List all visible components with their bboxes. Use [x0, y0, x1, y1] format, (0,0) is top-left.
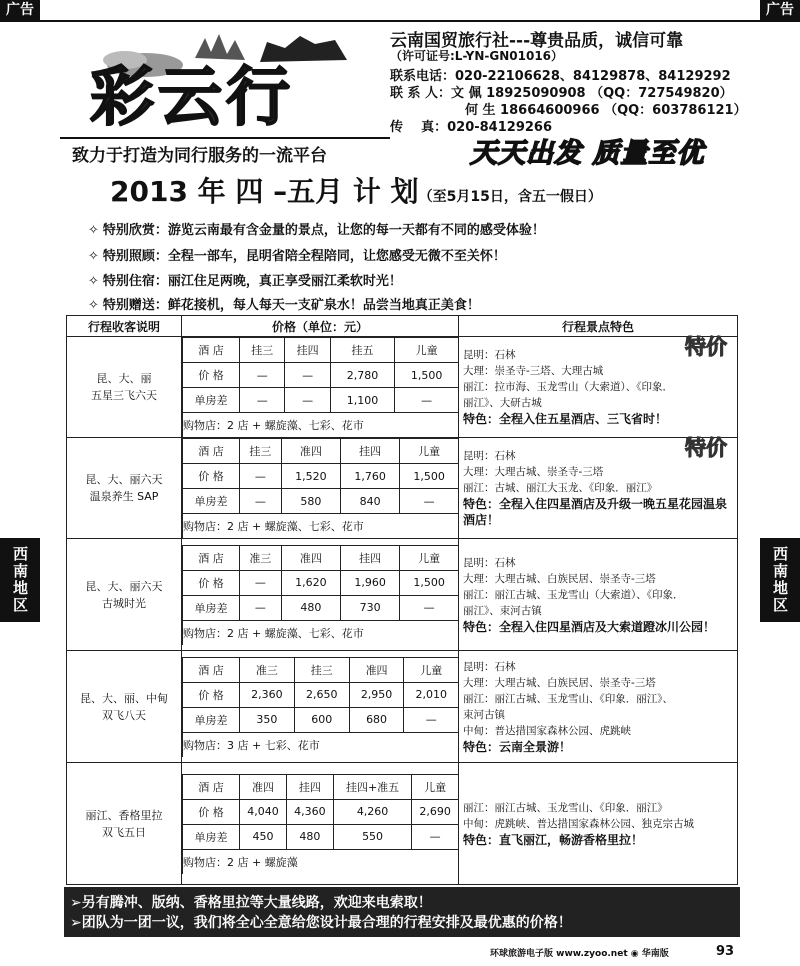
logo-text: 彩云行	[90, 61, 294, 135]
price-value: 1,500	[395, 363, 458, 388]
footer-text	[490, 946, 669, 959]
route-name-line: 双飞五日	[102, 825, 146, 839]
spot-line: 丽江》、大研古城	[463, 397, 542, 409]
price-value: —	[412, 824, 458, 849]
price-value: 准三	[240, 657, 295, 682]
price-value: 2,950	[349, 682, 404, 707]
price-value: 准四	[240, 774, 287, 799]
footer-logo-icon: ◉	[630, 949, 639, 959]
price-value: 挂三	[294, 657, 349, 682]
price-value: —	[285, 388, 330, 413]
route-name-line: 双飞八天	[102, 708, 146, 722]
hotel-row	[183, 774, 459, 799]
price-row-label: 单房差	[183, 707, 240, 732]
price-value: 840	[341, 489, 400, 514]
price-value: —	[240, 464, 282, 489]
shopping-info: 购物店：2 店 + 螺旋藻、七彩、花市	[183, 620, 459, 645]
price-value: 挂四	[341, 545, 400, 570]
footer-region: 华南版	[641, 949, 669, 959]
price-row-label: 单房差	[183, 824, 240, 849]
side-label-left: 西南地区	[0, 538, 40, 622]
route-name	[67, 438, 182, 539]
price-value: 儿童	[412, 774, 458, 799]
spot-line: 大理：大理古城、白族民居、崇圣寺-三塔	[463, 676, 656, 689]
price-value: 2,650	[294, 682, 349, 707]
price-row-label: 酒 店	[183, 439, 240, 464]
price-value: 1,760	[341, 464, 400, 489]
price-row-label: 酒 店	[183, 657, 240, 682]
route-name	[67, 763, 182, 885]
spot-line: 大理：崇圣寺-三塔、大理古城	[463, 365, 604, 377]
route-feature: 特色：全程入住四星酒店及大索道蹬冰川公园！	[463, 619, 716, 634]
spot-line: 丽江：丽江古城、玉龙雪山、《印象．丽江》、	[463, 692, 673, 705]
feature-text: 游览云南最有含金量的景点，让您的每一天都有不同的感受体验！	[167, 223, 545, 238]
price-value: 挂四	[286, 774, 333, 799]
price-value: —	[240, 489, 282, 514]
feature-text: 全程一部车，昆明省陪全程陪同，让您感受无微不至关怀！	[167, 249, 506, 264]
price-value: 儿童	[400, 439, 458, 464]
route-row	[67, 763, 738, 885]
price-row-label: 酒 店	[183, 774, 240, 799]
header-route: 行程收客说明	[67, 316, 182, 337]
fax-line: 传 真：020-84129266	[390, 120, 552, 135]
price-table	[182, 545, 458, 645]
special-price-badge: 特价	[685, 436, 727, 460]
spots-cell	[459, 337, 738, 438]
ad-tag-left: 广告	[0, 0, 40, 20]
plan-headline	[110, 170, 602, 210]
price-value: —	[285, 363, 330, 388]
route-name-line: 丽江、香格里拉	[85, 808, 163, 822]
price-value: 480	[281, 595, 340, 620]
price-cell	[182, 337, 459, 438]
price-value: 准四	[281, 545, 340, 570]
feature-label: 特别赠送：	[102, 298, 168, 313]
spot-line: 丽江》、束河古镇	[463, 604, 542, 617]
price-value: 680	[349, 707, 404, 732]
price-table	[182, 438, 458, 538]
price-value: —	[400, 489, 458, 514]
price-value: 580	[281, 489, 340, 514]
price-value: 1,500	[400, 464, 458, 489]
route-feature: 特色：云南全景游！	[463, 739, 572, 754]
price-value: 1,500	[400, 570, 458, 595]
shopping-info: 购物店：3 店 + 七彩、花市	[183, 732, 459, 757]
route-name-line: 昆、大、丽六天	[85, 473, 163, 486]
price-value: 1,620	[281, 570, 340, 595]
route-name-line: 昆、大、丽六天	[85, 579, 163, 593]
price-row-label: 价 格	[183, 570, 240, 595]
feature-text: 丽江住足两晚，真正享受丽江柔软时光！	[167, 274, 402, 289]
shopping-row	[183, 514, 459, 539]
hotel-row	[183, 657, 459, 682]
headline-title: 2013 年 四 –五月 计 划	[110, 175, 419, 208]
spots-cell	[459, 438, 738, 539]
price-table	[182, 657, 458, 757]
shopping-info: 购物店：2 店 + 螺旋藻、七彩、花市	[183, 514, 459, 539]
feature-item	[88, 270, 402, 289]
slogan: 致力于打造为同行服务的一流平台	[72, 146, 327, 166]
spot-line: 大理：大理古城、白族民居、崇圣寺-三塔	[463, 572, 656, 585]
price-value: 准四	[349, 657, 404, 682]
spot-line: 束河古镇	[463, 708, 505, 721]
route-name-line: 五星三飞六天	[91, 389, 157, 402]
single-room-row	[183, 388, 459, 413]
headline-note: （至5月15日，含五一假日）	[418, 189, 602, 205]
shopping-row	[183, 849, 459, 874]
price-value: 儿童	[404, 657, 458, 682]
price-row-label: 价 格	[183, 363, 240, 388]
price-value: 2,010	[404, 682, 458, 707]
price-value: 350	[240, 707, 295, 732]
feature-item	[88, 245, 506, 264]
bottom-line: ➢团队为一团一议，我们将全心全意给您设计最合理的行程安排及最优惠的价格！	[70, 915, 572, 931]
shopping-row	[183, 413, 459, 438]
price-value: 1,100	[330, 388, 394, 413]
price-value: 挂四	[285, 338, 330, 363]
spot-line: 中甸：普达措国家森林公园、虎跳峡	[463, 724, 631, 737]
price-value: —	[240, 363, 285, 388]
price-value: 1,520	[281, 464, 340, 489]
star-icon: ✧	[88, 249, 99, 264]
phone-line: 联系电话：020-22106628、84129878、84129292	[390, 69, 731, 84]
top-rule	[0, 20, 800, 22]
price-value: 4,260	[333, 799, 411, 824]
price-value: —	[400, 595, 458, 620]
price-value: 4,040	[240, 799, 287, 824]
agency-name: 云南国贸旅行社---尊贵品质，诚信可靠	[390, 31, 684, 51]
price-value: 挂五	[330, 338, 394, 363]
route-name-line: 昆、大、丽、中甸	[80, 691, 168, 705]
price-row-label: 价 格	[183, 682, 240, 707]
contact-he: 何 生 18664600966 （QQ：603786121）	[465, 103, 747, 118]
single-room-row	[183, 824, 459, 849]
itinerary-table	[66, 315, 738, 885]
shopping-row	[183, 620, 459, 645]
price-value: 550	[333, 824, 411, 849]
star-icon: ✧	[88, 274, 99, 289]
feature-label: 特别照顾：	[102, 249, 168, 264]
spot-line: 丽江：拉市海、玉龙雪山（大索道）、《印象．	[463, 381, 673, 393]
price-value: —	[240, 595, 282, 620]
price-cell	[182, 438, 459, 539]
motto: 天天出发 质量至优	[470, 138, 705, 169]
bottom-banner	[64, 887, 740, 937]
single-room-row	[183, 489, 459, 514]
price-row	[183, 570, 459, 595]
feature-item	[88, 294, 480, 313]
spot-line: 昆明：石林	[463, 450, 516, 462]
price-value: —	[404, 707, 458, 732]
price-row	[183, 799, 459, 824]
price-cell	[182, 651, 459, 763]
feature-text: 鲜花接机，每人每天一支矿泉水！品尝当地真正美食！	[167, 298, 480, 313]
price-value: 挂四	[341, 439, 400, 464]
license-number: （许可证号:L-YN-GN01016）	[390, 49, 564, 63]
page-number: 93	[716, 944, 735, 959]
price-table	[182, 774, 458, 874]
price-cell	[182, 539, 459, 651]
slogan-rule	[60, 137, 390, 139]
price-value: 准四	[281, 439, 340, 464]
shopping-info: 购物店：2 店 + 螺旋藻	[183, 849, 459, 874]
spot-line: 丽江：丽江古城、玉龙雪山（大索道）、《印象．	[463, 588, 684, 601]
price-row	[183, 464, 459, 489]
price-cell	[182, 763, 459, 885]
price-row-label: 单房差	[183, 489, 240, 514]
route-name	[67, 539, 182, 651]
price-value: 儿童	[400, 545, 458, 570]
price-value: 挂三	[240, 338, 285, 363]
price-row-label: 价 格	[183, 799, 240, 824]
feature-item	[88, 219, 545, 238]
price-table	[182, 337, 458, 437]
spots-cell	[459, 539, 738, 651]
route-feature: 特色：全程入住四星酒店及升级一晚五星花园温泉酒店！	[463, 497, 728, 527]
price-row-label: 单房差	[183, 388, 240, 413]
shopping-row	[183, 732, 459, 757]
contact-wen: 联 系 人：文 佩 18925090908 （QQ：727549820）	[390, 86, 733, 101]
price-value: 挂三	[240, 439, 282, 464]
header-spots: 行程景点特色	[459, 316, 738, 337]
special-price-badge: 特价	[685, 335, 727, 359]
spot-line: 丽江：古城、丽江大玉龙、《印象．丽江》	[463, 482, 658, 494]
feature-label: 特别住宿：	[102, 274, 168, 289]
price-value: 儿童	[395, 338, 458, 363]
side-label-right: 西南地区	[760, 538, 800, 622]
route-row	[67, 539, 738, 651]
price-row-label: 单房差	[183, 595, 240, 620]
spot-line: 昆明：石林	[463, 349, 516, 361]
price-value: 挂四+准五	[333, 774, 411, 799]
spot-line: 大理：大理古城、崇圣寺-三塔	[463, 466, 604, 478]
hotel-row	[183, 439, 459, 464]
hotel-row	[183, 338, 459, 363]
price-row-label: 酒 店	[183, 338, 240, 363]
price-value: —	[240, 388, 285, 413]
single-room-row	[183, 707, 459, 732]
route-name	[67, 337, 182, 438]
spots-cell	[459, 763, 738, 885]
shopping-info: 购物店：2 店 + 螺旋藻、七彩、花市	[183, 413, 459, 438]
spot-line: 丽江：丽江古城、玉龙雪山、《印象．丽江》	[463, 801, 668, 814]
route-name-line: 昆、大、丽	[96, 372, 152, 385]
route-feature: 特色：全程入住五星酒店、三飞省时！	[463, 412, 668, 426]
price-value: 480	[286, 824, 333, 849]
feature-label: 特别欣赏：	[102, 223, 168, 238]
route-row	[67, 337, 738, 438]
price-value: —	[240, 570, 282, 595]
spot-line: 昆明：石林	[463, 556, 516, 569]
route-row	[67, 438, 738, 539]
footer-site: 环球旅游电子版 www.zyoo.net	[490, 949, 628, 959]
route-feature: 特色：直飞丽江，畅游香格里拉！	[463, 832, 644, 847]
price-value: 准三	[240, 545, 282, 570]
hotel-row	[183, 545, 459, 570]
single-room-row	[183, 595, 459, 620]
ad-tag-right: 广告	[760, 0, 800, 20]
route-name-line: 古城时光	[102, 596, 146, 610]
price-row-label: 酒 店	[183, 545, 240, 570]
price-value: 600	[294, 707, 349, 732]
spot-line: 昆明：石林	[463, 660, 516, 673]
price-value: 2,780	[330, 363, 394, 388]
price-row-label: 价 格	[183, 464, 240, 489]
price-value: 450	[240, 824, 287, 849]
route-row	[67, 651, 738, 763]
price-value: 730	[341, 595, 400, 620]
price-value: —	[395, 388, 458, 413]
price-value: 4,360	[286, 799, 333, 824]
price-value: 2,360	[240, 682, 295, 707]
price-row	[183, 682, 459, 707]
spot-line: 中甸：虎跳峡、普达措国家森林公园、独克宗古城	[463, 817, 694, 830]
route-name	[67, 651, 182, 763]
bottom-line: ➢另有腾冲、版纳、香格里拉等大量线路，欢迎来电索取！	[70, 895, 432, 911]
price-row	[183, 363, 459, 388]
price-value: 1,960	[341, 570, 400, 595]
header-price: 价格（单位：元）	[182, 316, 459, 337]
route-name-line: 温泉养生 SAP	[89, 490, 159, 503]
star-icon: ✧	[88, 223, 99, 238]
spots-cell	[459, 651, 738, 763]
star-icon: ✧	[88, 298, 99, 313]
price-value: 2,690	[412, 799, 458, 824]
